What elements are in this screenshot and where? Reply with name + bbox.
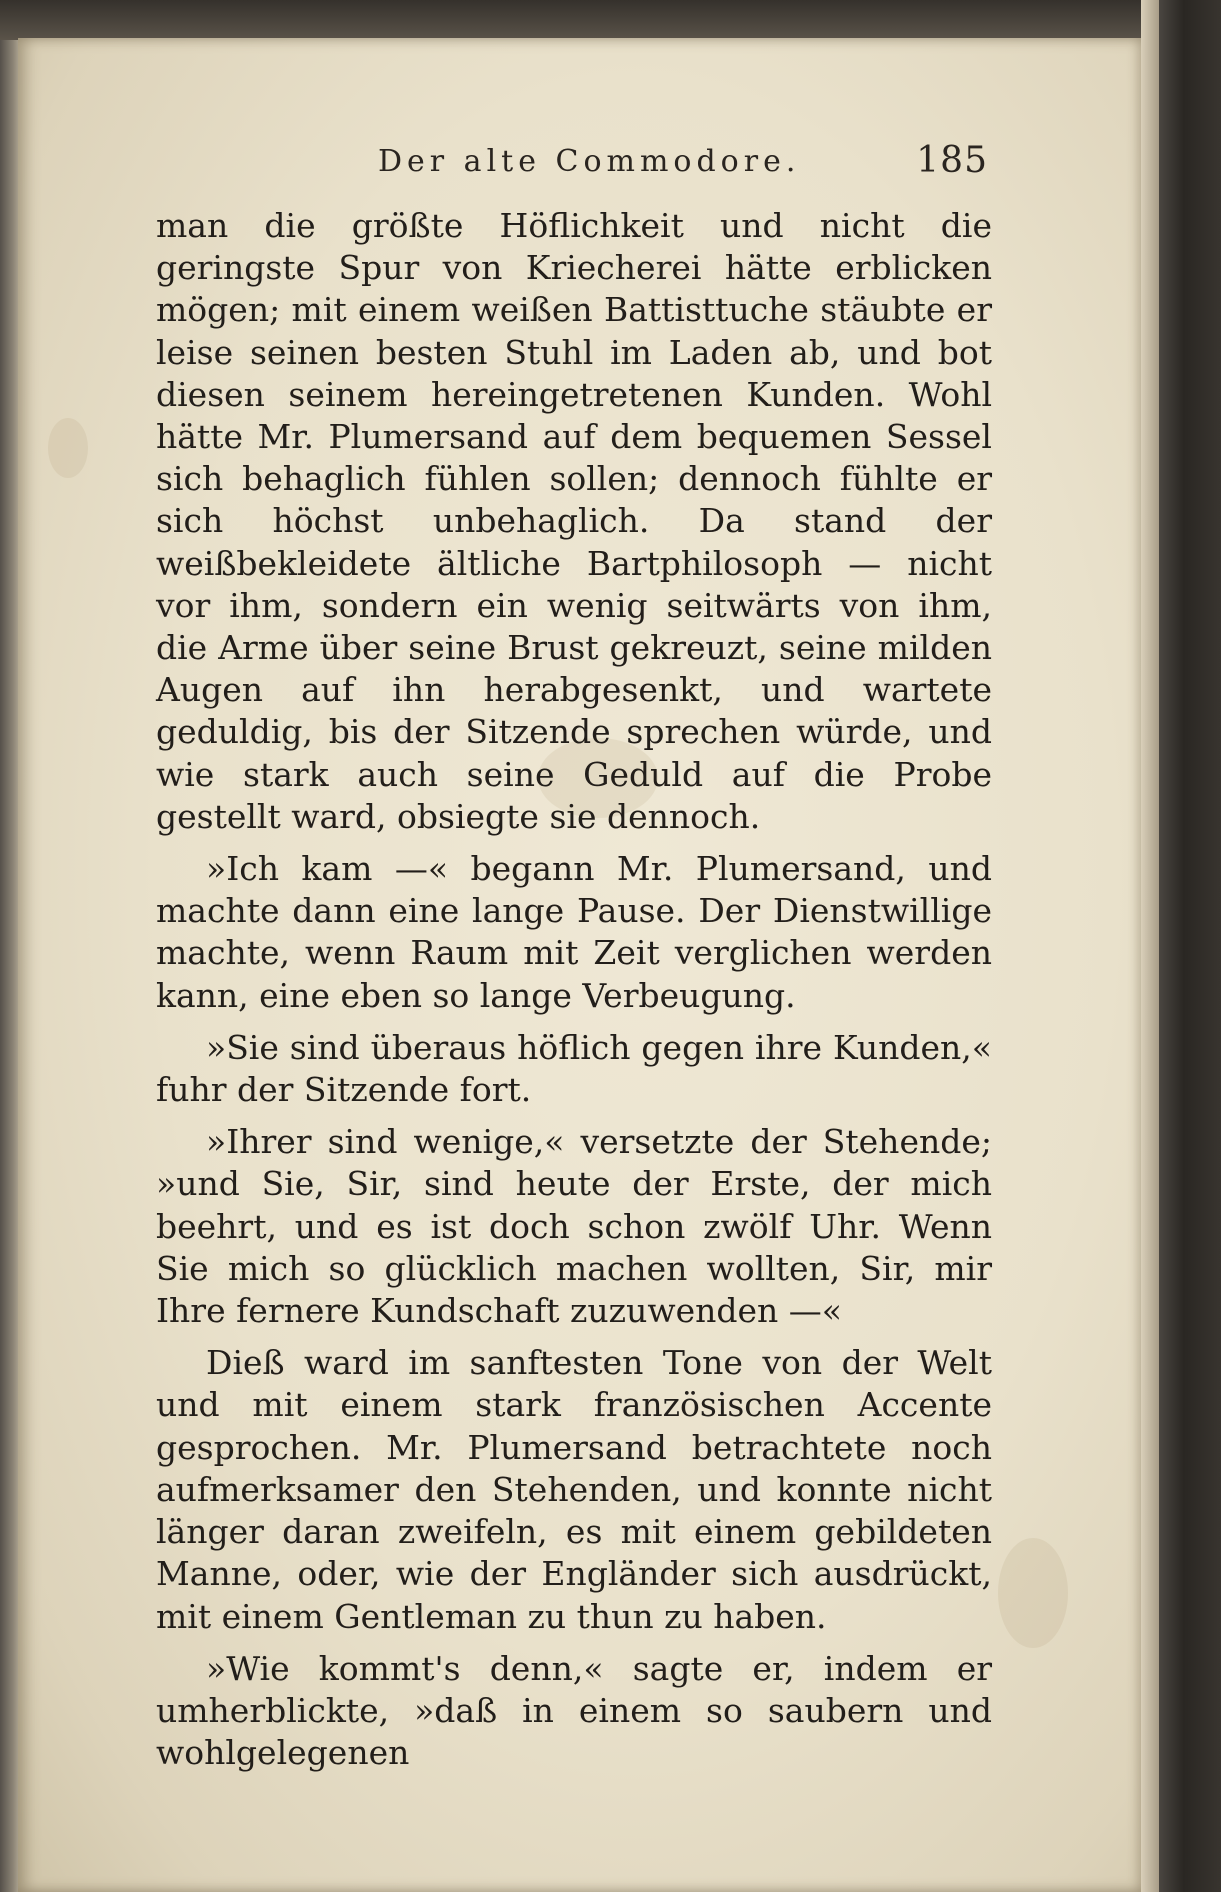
running-title: Der alte Commodore. [378,144,801,179]
paragraph: man die größte Höflichkeit und nicht die geringste Spur von Kriecherei hätte erblicken mögen; mit einem weißen Battisttuche stäubte er leise seinen besten Stuhl im Laden ab, und bot diesen seinem hereingetretenen Kunden. Wohl hätte Mr. Plumersand auf dem bequemen Sessel sich behaglich fühlen sollen; dennoch fühlte er sich höchst unbehaglich. Da stand der weißbekleidete ältliche Bartphilosoph — nicht vor ihm, sondern ein wenig seitwärts von ihm, die Arme über seine Brust gekreuzt, seine milden Augen auf ihn herabgesenkt, und wartete geduldig, bis der Sitzende sprechen würde, und wie stark auch seine Geduld auf die Probe gestellt ward, obsiegte sie dennoch. [156,206,992,836]
body-text [156,205,992,1784]
paragraph: »Ich kam —« begann Mr. Plumersand, und machte dann eine lange Pause. Der Dienstwillige machte, wenn Raum mit Zeit verglichen werden kann, eine eben so lange Verbeugung. [156,849,992,1015]
page-edge [1141,0,1159,1892]
page-number: 185 [916,140,988,181]
foxing-stain [998,1538,1068,1648]
paragraph: »Ihrer sind wenige,« versetzte der Stehende; »und Sie, Sir, sind heute der Erste, der mich beehrt, und es ist doch schon zwölf Uhr. Wenn Sie mich so glücklich machen wollten, Sir, mir Ihre fernere Kundschaft zuzuwenden —« [156,1122,992,1331]
foxing-stain [48,418,88,478]
paragraph: »Sie sind überaus höflich gegen ihre Kunden,« fuhr der Sitzende fort. [156,1027,992,1110]
top-shadow [0,0,1159,40]
book-cover [1159,0,1221,1892]
paragraph: »Wie kommt's denn,« sagte er, indem er umherblickte, »daß in einem so saubern und wohlgelegenen [156,1648,992,1773]
paragraph: Dieß ward im sanftesten Tone von der Welt und mit einem stark französischen Accente gesprochen. Mr. Plumersand betrachtete noch aufmerksamer den Stehenden, und konnte nicht länger daran zweifeln, es mit einem gebildeten Manne, oder, wie der Engländer sich ausdrückt, mit einem Gentleman zu thun zu haben. [156,1343,992,1636]
page-header [140,140,988,188]
